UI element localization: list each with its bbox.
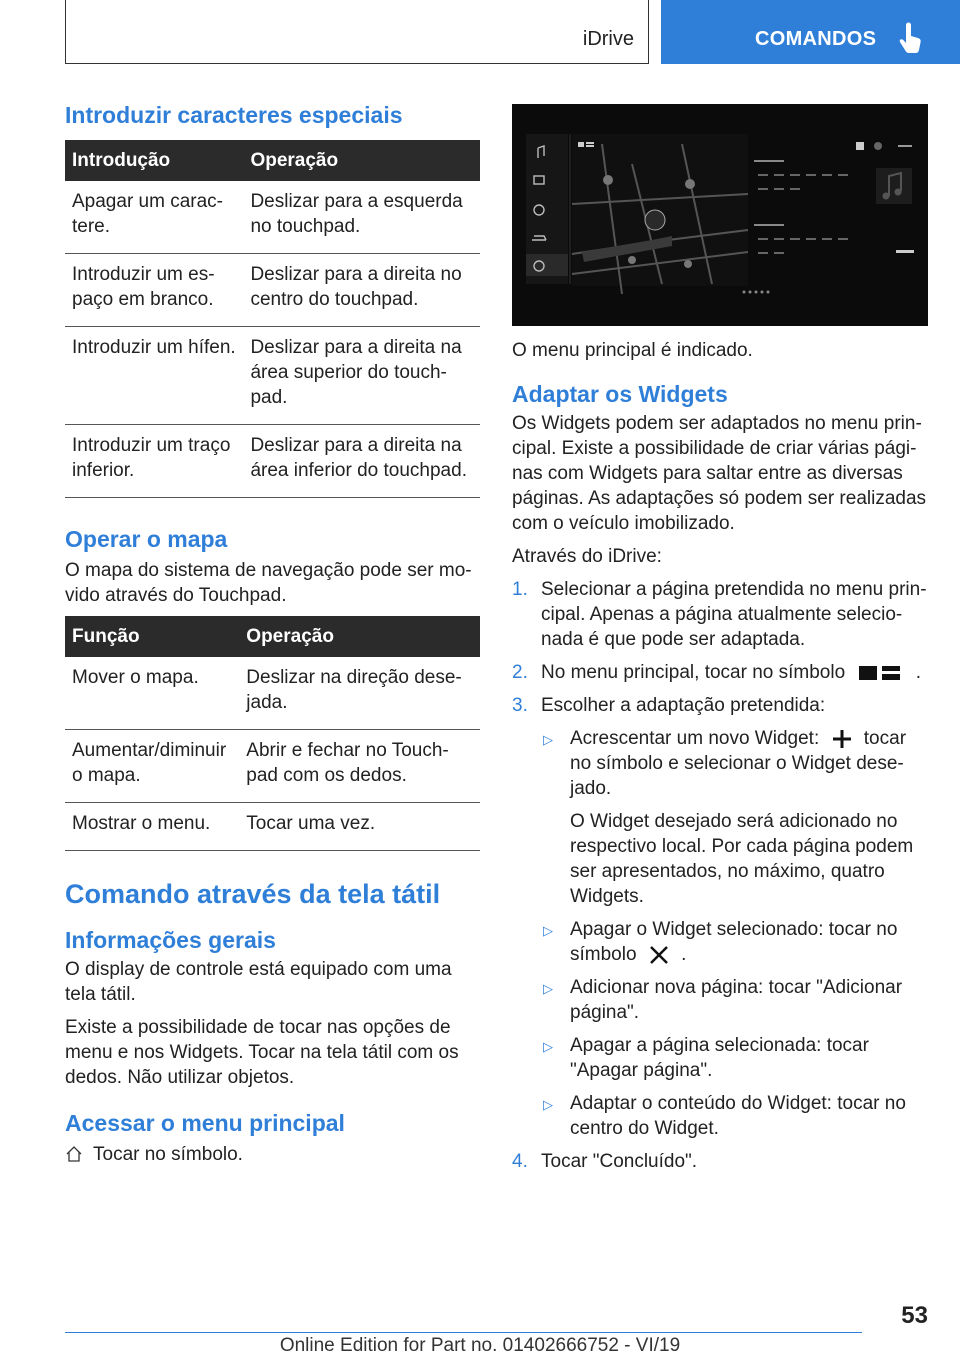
cell-input: Introduzir um traço inferior. [65,425,243,498]
widgets-paragraph: Os Widgets podem ser adaptados no menu prin-cipal. Existe a possibilidade de criar várias pági-nas com Widgets para saltar entre as diversas páginas. As adaptações só podem ser realizadas com o veículo imobilizado. [512,413,927,534]
map-table [65,616,480,851]
sub-item-delete-widget: ▷ Apagar o Widget selecionado: tocar no símbolo . [543,919,898,965]
cell-operation: Tocar uma vez. [239,803,480,851]
idrive-main-menu-screenshot [512,104,928,326]
home-icon [65,1145,83,1163]
special-chars-table [65,140,480,498]
cell-operation: Deslizar para a direita na área inferior do touchpad. [243,425,480,498]
triangle-bullet-icon: ▷ [543,1097,553,1112]
cell-operation: Deslizar para a direita na área superior do touch-pad. [243,327,480,425]
step-number: 4. [512,1151,528,1172]
cell-operation: Abrir e fechar no Touch-pad com os dedos. [239,730,480,803]
triangle-bullet-icon: ▷ [543,981,553,996]
table-row [65,425,480,498]
col-header-input: Introdução [65,140,243,181]
table-row [65,657,480,730]
list-item [512,577,928,652]
cell-input: Introduzir um es-paço em branco. [65,254,243,327]
header-chapter-box [661,0,960,64]
main-menu-text: Tocar no símbolo. [93,1144,243,1165]
page-number: 53 [901,1302,928,1329]
cell-operation: Deslizar na direção dese-jada. [239,657,480,730]
touch-hand-icon [897,22,923,56]
sub-item-add-widget: ▷ Acrescentar um novo Widget: tocar no símbolo e selecionar o Widget dese-jado. O Widget desejado será adicionado no respectivo local. Por cada página podem ser apresentados, no máximo, quatro Widgets. [541,726,928,909]
cell-operation: Deslizar para a direita no centro do touchpad. [243,254,480,327]
step-number: 1. [512,579,528,600]
touch-p2: Existe a possibilidade de tocar nas opções de menu e nos Widgets. Tocar na tela tátil com os dedos. Não utilizar objetos. [65,1017,459,1088]
widgets-title: Adaptar os Widgets [512,381,728,407]
col-header-function: Função [65,616,239,657]
sub-item-adapt-widget: ▷ Adaptar o conteúdo do Widget: tocar no centro do Widget. [543,1093,906,1139]
table-row [65,254,480,327]
touch-p1: O display de controle está equipado com uma tela tátil. [65,959,452,1005]
triangle-bullet-icon: ▷ [543,923,553,938]
touch-title: Comando através da tela tátil [65,879,441,909]
step-text: Tocar "Concluído". [541,1151,698,1172]
col-header-operation: Operação [243,140,480,181]
header-section: iDrive [582,28,634,50]
general-info-title: Informações gerais [65,927,276,953]
left-column [65,100,480,1175]
triangle-bullet-icon: ▷ [543,732,553,747]
step-number: 2. [512,662,528,683]
list-item [512,660,928,685]
via-idrive: Através do iDrive: [512,546,662,567]
map-intro: O mapa do sistema de navegação pode ser mo-vido através do Touchpad. [65,560,472,606]
step-text: No menu principal, tocar no símbolo [541,662,846,683]
screen-caption: O menu principal é indicado. [512,340,753,361]
footer-divider [65,1332,862,1333]
step-text-end: . [915,662,921,683]
map-title: Operar o mapa [65,526,228,552]
table-row [65,730,480,803]
header-section-box [65,0,649,64]
footer-edition: Online Edition for Part no. 01402666752 - VI/19 [279,1335,681,1356]
cell-operation: Deslizar para a esquerda no touchpad. [243,181,480,254]
sub-item-add-page: ▷ Adicionar nova página: tocar "Adicionar página". [543,977,903,1023]
plus-icon [831,728,853,750]
list-item [512,1149,928,1174]
triangle-bullet-icon: ▷ [543,1039,553,1054]
sub-item-delete-page: ▷ Apagar a página selecionada: tocar "Apagar página". [543,1035,869,1081]
cell-function: Aumentar/diminuir o mapa. [65,730,239,803]
widget-edit-icon [856,663,904,683]
cell-input: Apagar um carac-tere. [65,181,243,254]
right-column [512,104,928,1182]
cell-function: Mover o mapa. [65,657,239,730]
list-item [512,693,928,1141]
special-chars-title: Introduzir caracteres especiais [65,102,403,128]
step-text: Escolher a adaptação pretendida: [541,695,826,716]
header-chapter: COMANDOS [755,28,877,50]
screen-illustration [512,104,928,326]
col-header-operation: Operação [239,616,480,657]
step-text: Selecionar a página pretendida no menu prin-cipal. Apenas a página atualmente selecio-nada é que pode ser adaptada. [541,579,927,650]
main-menu-title: Acessar o menu principal [65,1110,345,1136]
add-widget-note: O Widget desejado será adicionado no respectivo local. Por cada página podem ser apresentados, no máximo, quatro Widgets. [570,811,914,907]
cell-input: Introduzir um hífen. [65,327,243,425]
table-row [65,803,480,851]
sub-list [541,726,928,1141]
steps-list [512,577,928,1174]
table-row [65,181,480,254]
step-number: 3. [512,695,528,716]
close-icon [648,944,670,966]
table-row [65,327,480,425]
cell-function: Mostrar o menu. [65,803,239,851]
